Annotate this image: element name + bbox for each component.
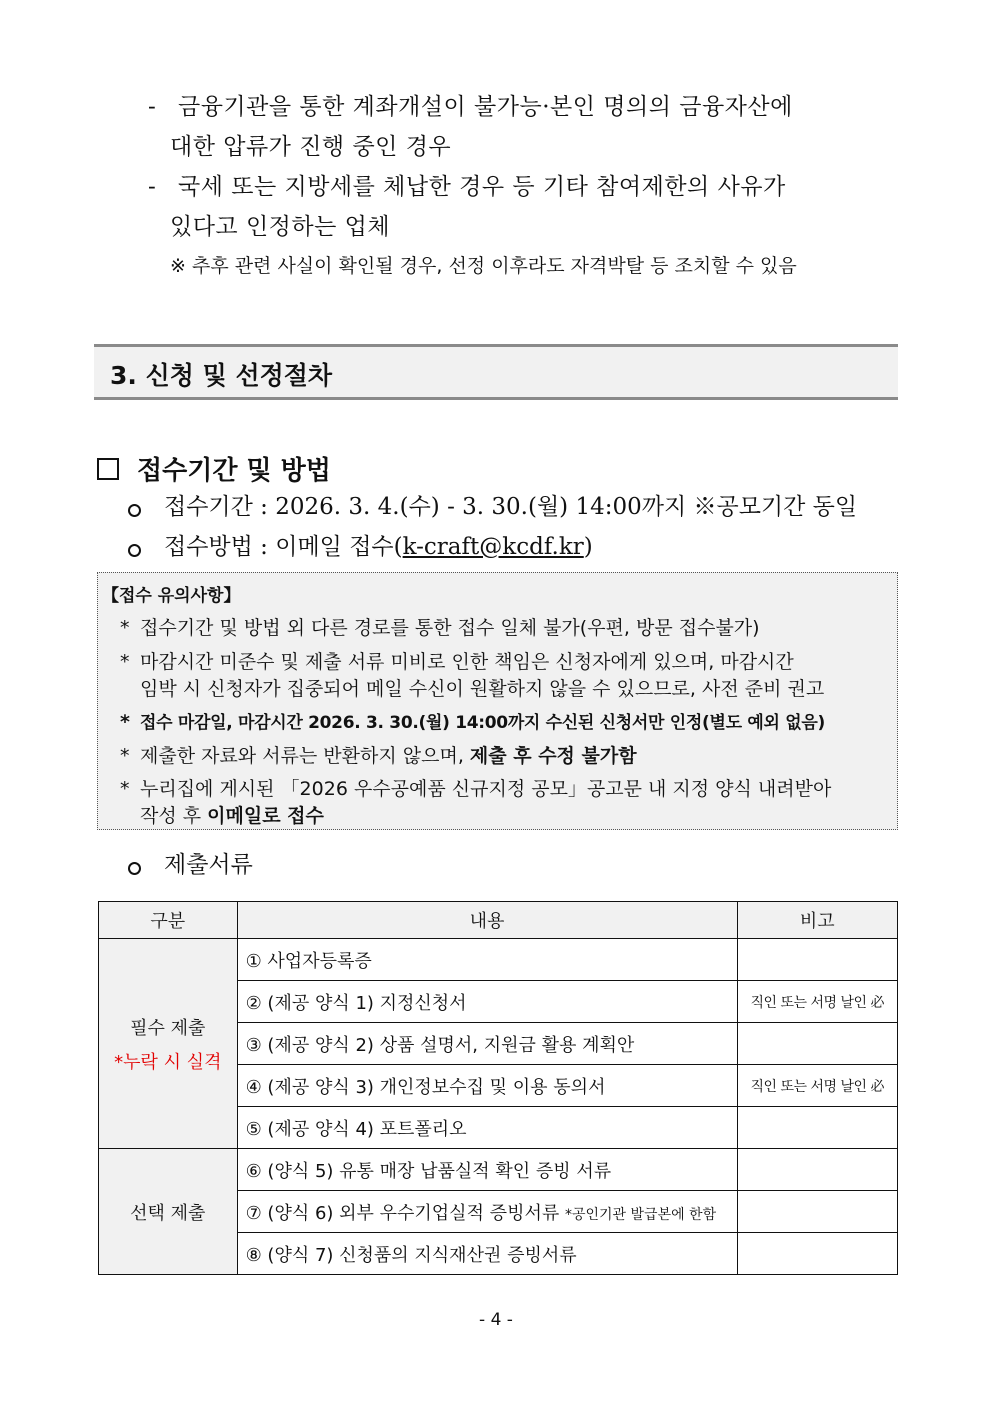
checkbox-square-icon [97,458,119,480]
content-cell: ⑤ (제공 양식 4) 포트폴리오 [237,1107,737,1149]
note-cell [737,1233,898,1275]
notice-item-bold: 제출 후 수정 불가함 [469,745,637,767]
notice-item-cont [140,801,324,828]
notice-item-cont-bold: 이메일로 접수 [207,805,324,827]
star-bullet: * [120,778,130,800]
notice-item-deadline [120,708,825,733]
note-cell: 직인 또는 서명 날인 必 [737,981,898,1023]
note-cell: 직인 또는 서명 날인 必 [737,1065,898,1107]
circle-bullet-icon [128,544,150,554]
optional-category-cell [99,1149,238,1275]
documents-heading-text: 제출서류 [164,852,253,878]
notice-item-cont-prefix: 작성 후 [140,805,208,827]
condition-text-2: 국세 또는 지방세를 체납한 경우 등 기타 참여제한의 사유가 [178,174,786,200]
notice-item [120,741,637,768]
content-text: ⑦ (양식 6) 외부 우수기업실적 증빙서류 [245,1202,565,1224]
section-header [94,344,898,400]
content-cell: ② (제공 양식 1) 지정신청서 [237,981,737,1023]
content-cell: ⑧ (양식 7) 신청품의 지식재산권 증빙서류 [237,1233,737,1275]
notice-item-text: 접수기간 및 방법 외 다른 경로를 통한 접수 일체 불가(우편, 방문 접수불가) [140,617,760,639]
table-row [99,939,898,981]
email-link[interactable]: k-craft@kcdf.kr [402,534,584,560]
notice-title: 【접수 유의사항】 [102,586,241,606]
content-cell [237,1191,737,1233]
reception-method-prefix: 접수방법 : 이메일 접수( [164,534,403,560]
content-small-note: *공인기관 발급본에 한함 [564,1206,717,1223]
header-content: 내용 [237,902,737,939]
reception-period-text: 접수기간 : 2026. 3. 4.(수) - 3. 30.(월) 14:00까지 ※공모기간 동일 [164,494,858,520]
notice-item-text: 접수 마감일, 마감시간 2026. 3. 30.(월) 14:00까지 수신된 신청서만 인정(별도 예외 없음) [140,713,825,733]
page-number: - 4 - [479,1310,513,1330]
reception-heading-text: 접수기간 및 방법 [137,456,331,486]
condition-line-2 [148,168,786,201]
content-cell: ① 사업자등록증 [237,939,737,981]
reception-method [128,528,593,561]
content-cell: ⑥ (양식 5) 유통 매장 납품실적 확인 증빙 서류 [237,1149,737,1191]
optional-label: 선택 제출 [130,1202,206,1224]
required-category-cell [99,939,238,1149]
content-cell: ③ (제공 양식 2) 상품 설명서, 지원금 활용 계획안 [237,1023,737,1065]
required-label: 필수 제출 [130,1017,206,1039]
star-bullet: * [120,617,130,639]
required-warning: *누락 시 실격 [114,1051,222,1073]
content-cell: ④ (제공 양식 3) 개인정보수집 및 이용 동의서 [237,1065,737,1107]
dash-marker: - [148,174,157,200]
reception-method-suffix: ) [583,534,593,560]
note-cell [737,1023,898,1065]
circle-bullet-icon [128,862,150,872]
reception-heading [97,450,331,487]
section-title: 3. 신청 및 선정절차 [110,361,333,390]
documents-heading [128,846,253,879]
notice-item [120,774,831,801]
note-cell [737,1149,898,1191]
notice-item [120,647,794,674]
circle-bullet-icon [128,504,150,514]
condition-text-1: 금융기관을 통한 계좌개설이 불가능·본인 명의의 금융자산에 [178,94,793,120]
condition-line-1-cont: 대한 압류가 진행 중인 경우 [170,134,452,160]
header-note: 비고 [737,902,898,939]
condition-line-2-cont: 있다고 인정하는 업체 [170,214,391,240]
notice-item-text: 마감시간 미준수 및 제출 서류 미비로 인한 책임은 신청자에게 있으며, 마감시간 [140,651,794,673]
condition-line-1 [148,88,793,121]
reception-period [128,488,857,521]
table-header-row [99,902,898,939]
notice-item-text: 누리집에 게시된 「2026 우수공예품 신규지정 공모」공고문 내 지정 양식 내려받아 [140,778,832,800]
note-cell [737,939,898,981]
notice-box [97,572,898,830]
star-bullet: * [120,745,130,767]
notice-item-cont: 임박 시 신청자가 집중되어 메일 수신이 원활하지 않을 수 있으므로, 사전 준비 권고 [140,678,825,700]
note-cell [737,1191,898,1233]
note-cell [737,1107,898,1149]
notice-item [120,613,760,640]
star-bullet: * [120,651,130,673]
disqualification-note: ※ 추후 관련 사실이 확인될 경우, 선정 이후라도 자격박탈 등 조치할 수 있음 [170,255,797,277]
table-row [99,1149,898,1191]
star-bullet: * [120,711,130,733]
header-category: 구분 [99,902,238,939]
documents-table [98,901,898,1275]
dash-marker: - [148,94,157,120]
notice-item-text: 제출한 자료와 서류는 반환하지 않으며, [140,745,470,767]
